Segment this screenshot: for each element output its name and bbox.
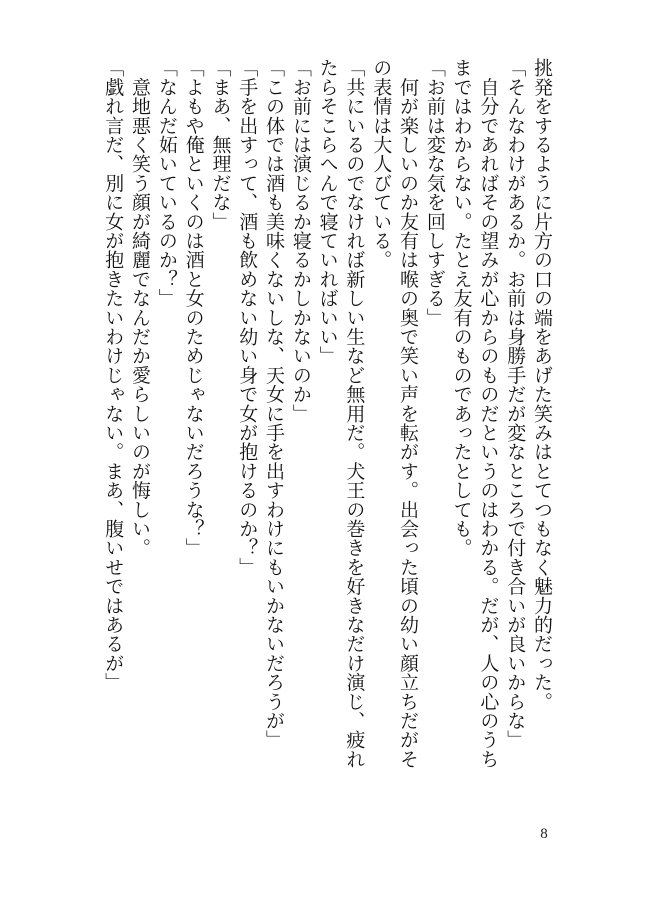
text-line: 「そんなわけがあるか。お前は身勝手だが変なところで付き合いが良いからな」 <box>504 58 527 750</box>
page-number: 8 <box>540 826 548 842</box>
text-line: 「この体では酒も美味くないしな、天女に手を出すわけにもいかないだろうが」 <box>263 58 286 750</box>
text-line: 意地悪く笑う顔が綺麗でなんだか愛らしいのが悔しい。 <box>129 58 152 558</box>
text-line: 「まあ、無理だな」 <box>209 58 232 231</box>
text-line: 「お前は変な気を回しすぎる」 <box>423 58 446 327</box>
text-line: 自分であればその望みが心からのものだというのはわかる。だが、人の心のうち <box>477 58 500 769</box>
text-line: 「よもや俺といくのは酒と女のためじゃないだろうな？」 <box>182 58 205 558</box>
text-line: 何が楽しいのか友有は喉の奥で笑い声を転がす。出会った頃の幼い顔立ちだがそ <box>397 58 420 769</box>
text-line: まではわからない。たとえ友有のものであったとしても。 <box>450 58 473 558</box>
text-line: たらそこらへんで寝ていればいい」 <box>316 58 339 366</box>
text-line: 「戯れ言だ、別に女が抱きたいわけじゃない。まあ、腹いせではあるが」 <box>102 58 125 692</box>
text-line: 「お前には演じるか寝るかしかないのか」 <box>289 58 312 423</box>
text-line: 「なんだ妬いているのか？」 <box>155 58 178 308</box>
text-line: 「共にいるのでなければ新しい生など無用だ。犬王の巻きを好きなだけ演じ、疲れ <box>343 58 366 769</box>
vertical-text-body <box>99 58 555 769</box>
text-line: 「手を出すって、酒も飲めない幼い身で女が抱けるのか？」 <box>236 58 259 577</box>
text-line: の表情は大人びている。 <box>370 58 393 270</box>
text-line: 挑発をするように片方の口の端をあげた笑みはとてつもなく魅力的だった。 <box>531 58 553 711</box>
